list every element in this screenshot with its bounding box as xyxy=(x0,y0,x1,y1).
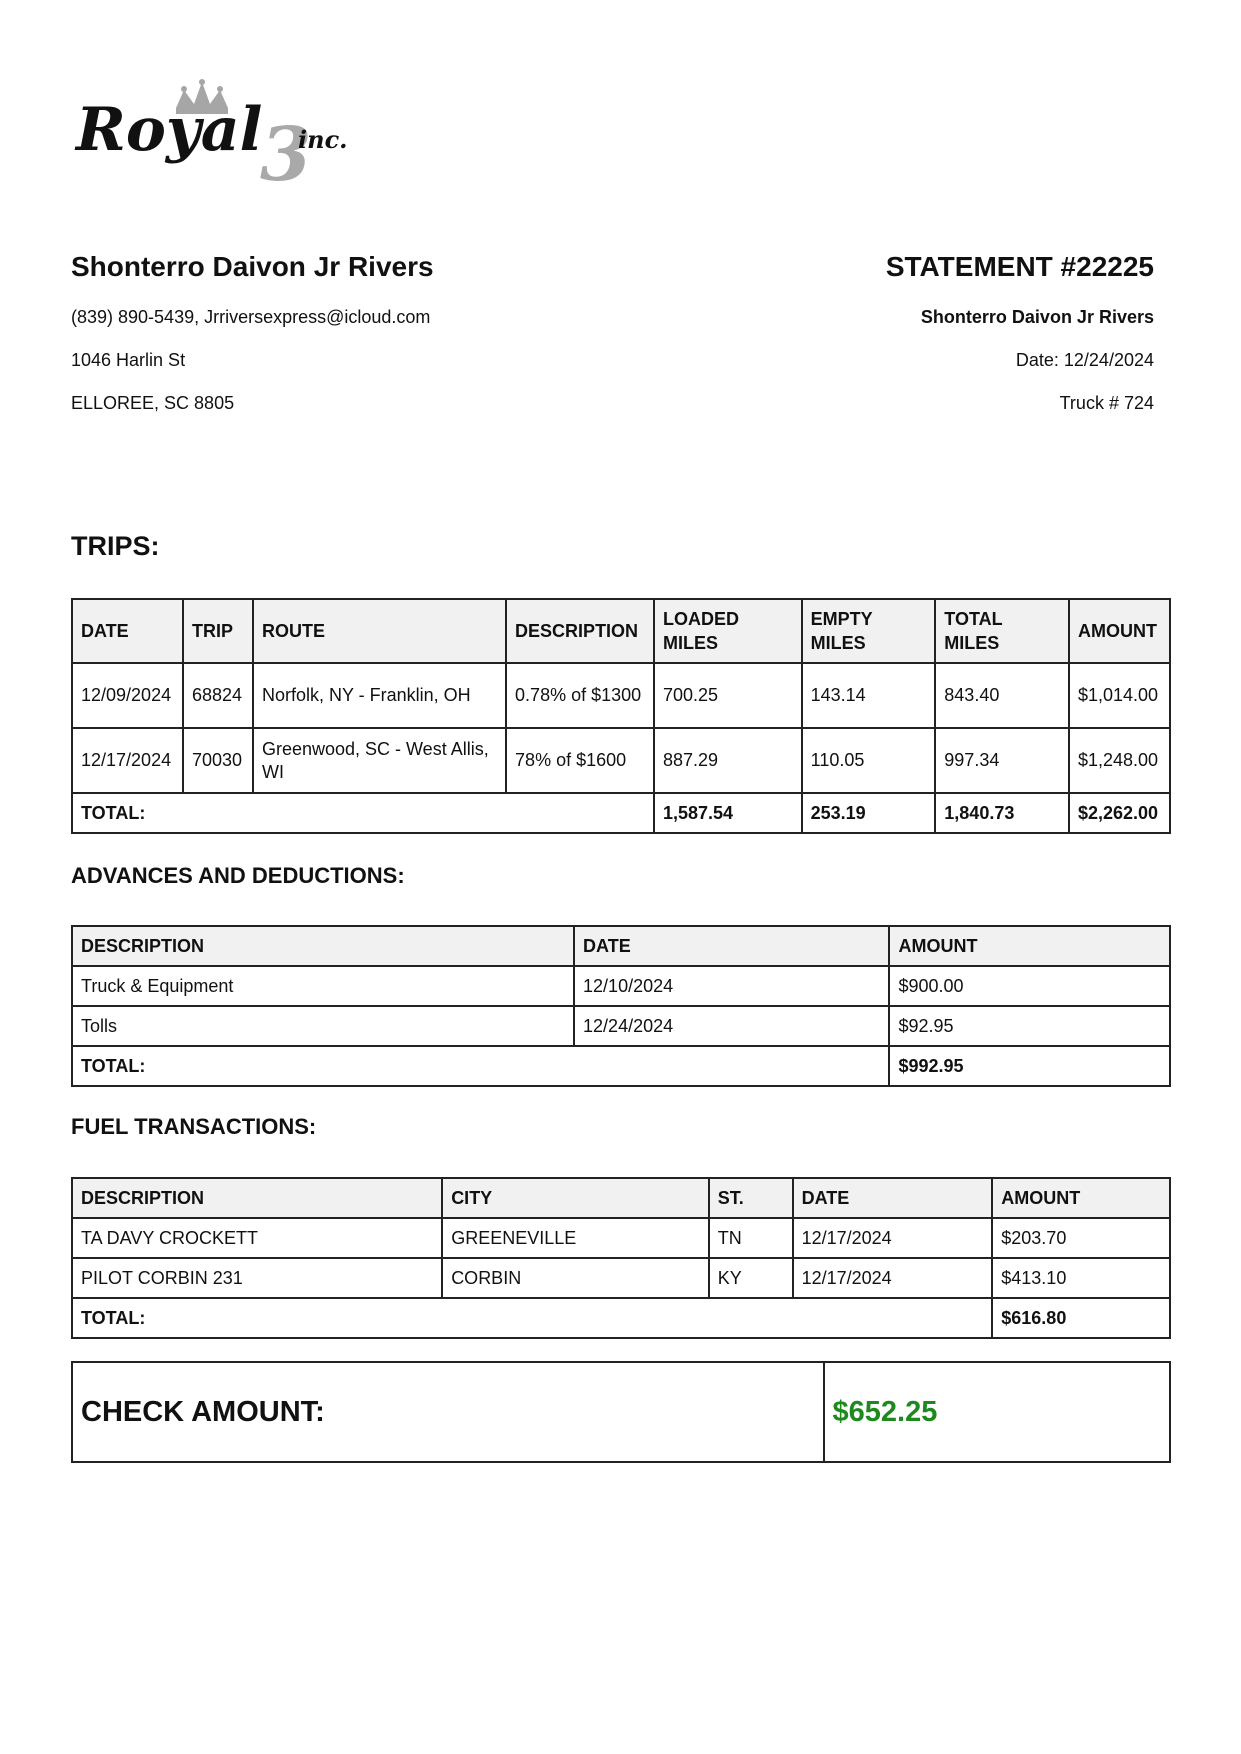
table-cell: 700.25 xyxy=(654,663,802,728)
check-amount-label: CHECK AMOUNT: xyxy=(72,1362,824,1462)
logo-wordmark: Royal xyxy=(76,95,263,165)
column-header: DATE xyxy=(793,1178,993,1218)
table-cell: Greenwood, SC - West Allis, WI xyxy=(253,728,506,793)
table-cell: $203.70 xyxy=(992,1218,1170,1258)
table-cell: 110.05 xyxy=(802,728,936,793)
driver-city: ELLOREE, SC 8805 xyxy=(71,393,235,413)
table-cell: 78% of $1600 xyxy=(506,728,654,793)
table-cell: CORBIN xyxy=(442,1258,709,1298)
column-header: DESCRIPTION xyxy=(506,599,654,663)
table-cell: 12/24/2024 xyxy=(574,1006,889,1046)
total-empty-miles: 253.19 xyxy=(802,793,936,833)
column-header: DATE xyxy=(72,599,183,663)
total-loaded-miles: 1,587.54 xyxy=(654,793,802,833)
column-header: ST. xyxy=(709,1178,793,1218)
statement-name: Shonterro Daivon Jr Rivers xyxy=(920,307,1154,327)
table-cell: TN xyxy=(709,1218,793,1258)
column-header: TRIP xyxy=(183,599,253,663)
fuel-title: FUEL TRANSACTIONS: xyxy=(71,1114,317,1139)
total-label: TOTAL: xyxy=(72,1298,992,1338)
table-cell: 12/10/2024 xyxy=(574,966,889,1006)
table-cell: 12/17/2024 xyxy=(793,1258,993,1298)
column-header: AMOUNT xyxy=(1069,599,1170,663)
trips-title: TRIPS: xyxy=(71,531,160,561)
table-cell: TA DAVY CROCKETT xyxy=(72,1218,442,1258)
total-row xyxy=(72,793,1170,833)
table-cell: 68824 xyxy=(183,663,253,728)
table-cell: 887.29 xyxy=(654,728,802,793)
check-amount-value: $652.25 xyxy=(824,1362,1170,1462)
table-cell: 12/17/2024 xyxy=(72,728,183,793)
column-header: AMOUNT xyxy=(992,1178,1170,1218)
table-cell: $1,248.00 xyxy=(1069,728,1170,793)
total-amount: $2,262.00 xyxy=(1069,793,1170,833)
table-cell: 0.78% of $1300 xyxy=(506,663,654,728)
table-row xyxy=(72,663,1170,728)
total-miles: 1,840.73 xyxy=(935,793,1069,833)
total-row xyxy=(72,1046,1170,1086)
table-cell: 143.14 xyxy=(802,663,936,728)
table-cell: 843.40 xyxy=(935,663,1069,728)
table-cell: 70030 xyxy=(183,728,253,793)
table-row xyxy=(72,1218,1170,1258)
table-header-row xyxy=(72,926,1170,966)
column-header: DESCRIPTION xyxy=(72,1178,442,1218)
advances-title: ADVANCES AND DEDUCTIONS: xyxy=(71,863,405,888)
total-label: TOTAL: xyxy=(72,793,654,833)
logo-digit: 3 xyxy=(260,112,312,198)
table-row xyxy=(72,966,1170,1006)
advances-table xyxy=(71,925,1171,1087)
table-header-row xyxy=(72,599,1170,663)
column-header: DATE xyxy=(574,926,889,966)
table-row xyxy=(72,1006,1170,1046)
table-cell: Norfolk, NY - Franklin, OH xyxy=(253,663,506,728)
statement-date: Date: 12/24/2024 xyxy=(1015,350,1154,370)
column-header: EMPTY MILES xyxy=(802,599,936,663)
table-cell: 997.34 xyxy=(935,728,1069,793)
column-header: DESCRIPTION xyxy=(72,926,574,966)
column-header: CITY xyxy=(442,1178,709,1218)
total-amount: $992.95 xyxy=(889,1046,1170,1086)
statement-title: STATEMENT #22225 xyxy=(885,251,1154,282)
check-row xyxy=(72,1362,1170,1462)
trips-table xyxy=(71,598,1171,834)
table-cell: GREENEVILLE xyxy=(442,1218,709,1258)
table-header-row xyxy=(72,1178,1170,1218)
driver-name: Shonterro Daivon Jr Rivers xyxy=(71,251,434,282)
total-label: TOTAL: xyxy=(72,1046,889,1086)
table-cell: $413.10 xyxy=(992,1258,1170,1298)
column-header: ROUTE xyxy=(253,599,506,663)
statement-truck: Truck # 724 xyxy=(1059,393,1154,413)
table-cell: PILOT CORBIN 231 xyxy=(72,1258,442,1298)
table-cell: Tolls xyxy=(72,1006,574,1046)
driver-info xyxy=(71,250,631,435)
table-cell: 12/17/2024 xyxy=(793,1218,993,1258)
table-cell: 12/09/2024 xyxy=(72,663,183,728)
column-header: TOTAL MILES xyxy=(935,599,1069,663)
table-cell: $92.95 xyxy=(889,1006,1170,1046)
column-header: AMOUNT xyxy=(889,926,1170,966)
check-amount-table xyxy=(71,1361,1171,1463)
driver-street: 1046 Harlin St xyxy=(71,350,186,370)
table-cell: $1,014.00 xyxy=(1069,663,1170,728)
total-row xyxy=(72,1298,1170,1338)
table-row xyxy=(72,1258,1170,1298)
column-header: LOADED MILES xyxy=(654,599,802,663)
royal3-logo-graphic xyxy=(76,80,386,198)
table-cell: KY xyxy=(709,1258,793,1298)
table-row xyxy=(72,728,1170,793)
statement-info xyxy=(634,250,1154,435)
table-cell: Truck & Equipment xyxy=(72,966,574,1006)
table-cell: $900.00 xyxy=(889,966,1170,1006)
logo-suffix: inc. xyxy=(298,125,348,154)
company-logo xyxy=(76,80,386,198)
fuel-table xyxy=(71,1177,1171,1339)
driver-contact: (839) 890-5439, Jrriversexpress@icloud.com xyxy=(71,307,431,327)
total-amount: $616.80 xyxy=(992,1298,1170,1338)
